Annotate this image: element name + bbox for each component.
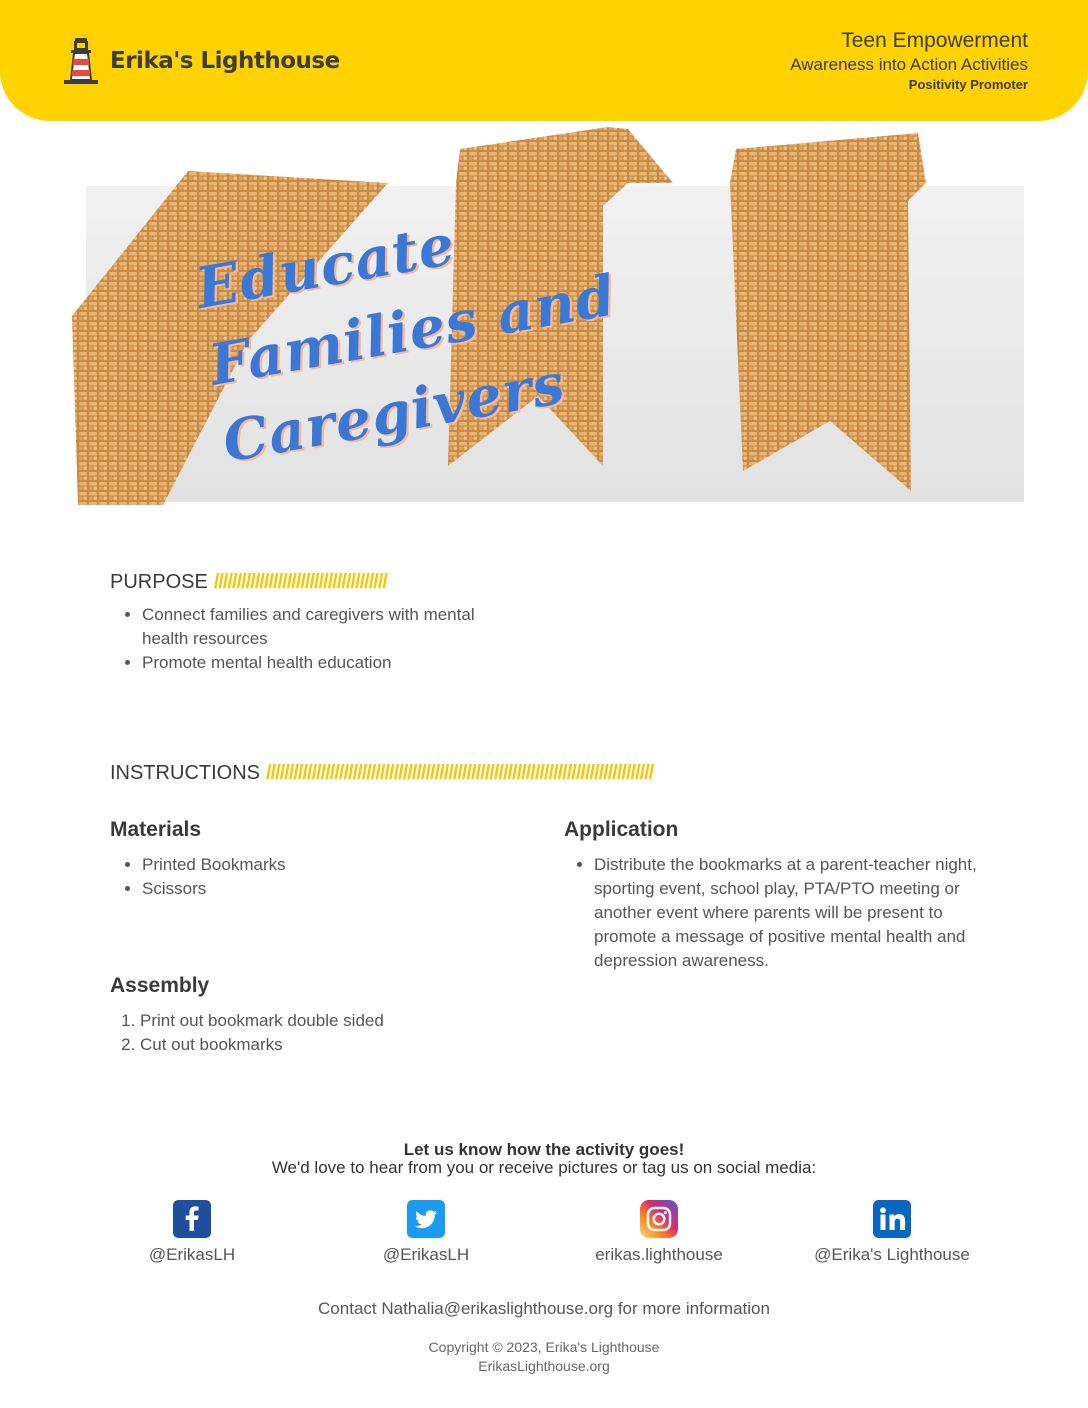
- contact-text: Contact Nathalia@erikaslighthouse.org for more information: [318, 1299, 770, 1318]
- list-item: • Distribute the bookmarks at a parent-teacher night, sporting event, school play, PTA/PTO meeting or another event where parents will be present to promote a message of positive mental health and depression awareness.: [594, 853, 980, 973]
- purpose-list: [110, 603, 510, 675]
- list-item: • Scissors: [142, 877, 490, 901]
- facebook-handle[interactable]: @ErikasLH: [148, 1245, 236, 1264]
- instructions-heading-label: INSTRUCTIONS: [110, 762, 260, 784]
- assembly-list: [108, 1009, 488, 1057]
- list-item: • Printed Bookmarks: [142, 853, 490, 877]
- application-list: [562, 853, 980, 973]
- purpose-heading-slashes: //////////////////////////////////////: [213, 571, 387, 593]
- header-program-info: [790, 28, 1028, 94]
- list-item: • Promote mental health education: [142, 651, 510, 675]
- linkedin-icon[interactable]: [873, 1200, 911, 1238]
- linkedin-handle[interactable]: @Erika's Lighthouse: [814, 1245, 970, 1264]
- program-subtitle: Awareness into Action Activities: [790, 55, 1028, 74]
- hero-title: Educate Families and Caregivers: [191, 211, 621, 476]
- list-item: 1. Print out bookmark double sided: [140, 1009, 488, 1033]
- materials-heading: Materials: [110, 818, 202, 841]
- instructions-heading-slashes: /////////////////////////////////////////////////////////////////////////////////////: [266, 762, 654, 784]
- twitter-handle[interactable]: @ErikasLH: [382, 1245, 470, 1264]
- twitter-icon[interactable]: [407, 1200, 445, 1238]
- purpose-heading-label: PURPOSE: [110, 571, 208, 593]
- copyright-text: Copyright © 2023, Erika's Lighthouse: [428, 1339, 660, 1355]
- assembly-heading: Assembly: [110, 974, 210, 997]
- social-facebook[interactable]: [92, 1200, 292, 1265]
- program-title: Teen Empowerment: [841, 29, 1028, 52]
- page-header: [0, 0, 1088, 121]
- instagram-icon[interactable]: [640, 1200, 678, 1238]
- list-item: • Connect families and caregivers with mental health resources: [142, 603, 510, 651]
- lighthouse-icon: [62, 36, 102, 86]
- logo-text: Erika's Lighthouse: [110, 48, 340, 74]
- erikas-lighthouse-logo: [62, 36, 340, 86]
- application-heading: Application: [564, 818, 679, 841]
- social-instagram[interactable]: [559, 1200, 759, 1265]
- instructions-heading: [110, 762, 653, 785]
- cta-text: We'd love to hear from you or receive pictures or tag us on social media:: [271, 1158, 817, 1177]
- instagram-handle[interactable]: erikas.lighthouse: [595, 1245, 723, 1264]
- activity-tag: Positivity Promoter: [908, 77, 1028, 92]
- hero-image: [68, 121, 1030, 505]
- website-link[interactable]: ErikasLighthouse.org: [478, 1358, 610, 1374]
- list-item: 2. Cut out bookmarks: [140, 1033, 488, 1057]
- social-twitter[interactable]: [326, 1200, 526, 1265]
- cta-heading: Let us know how the activity goes!: [403, 1140, 685, 1159]
- purpose-heading: [110, 571, 387, 594]
- facebook-icon[interactable]: [173, 1200, 211, 1238]
- social-linkedin[interactable]: [792, 1200, 992, 1265]
- materials-list: [110, 853, 490, 901]
